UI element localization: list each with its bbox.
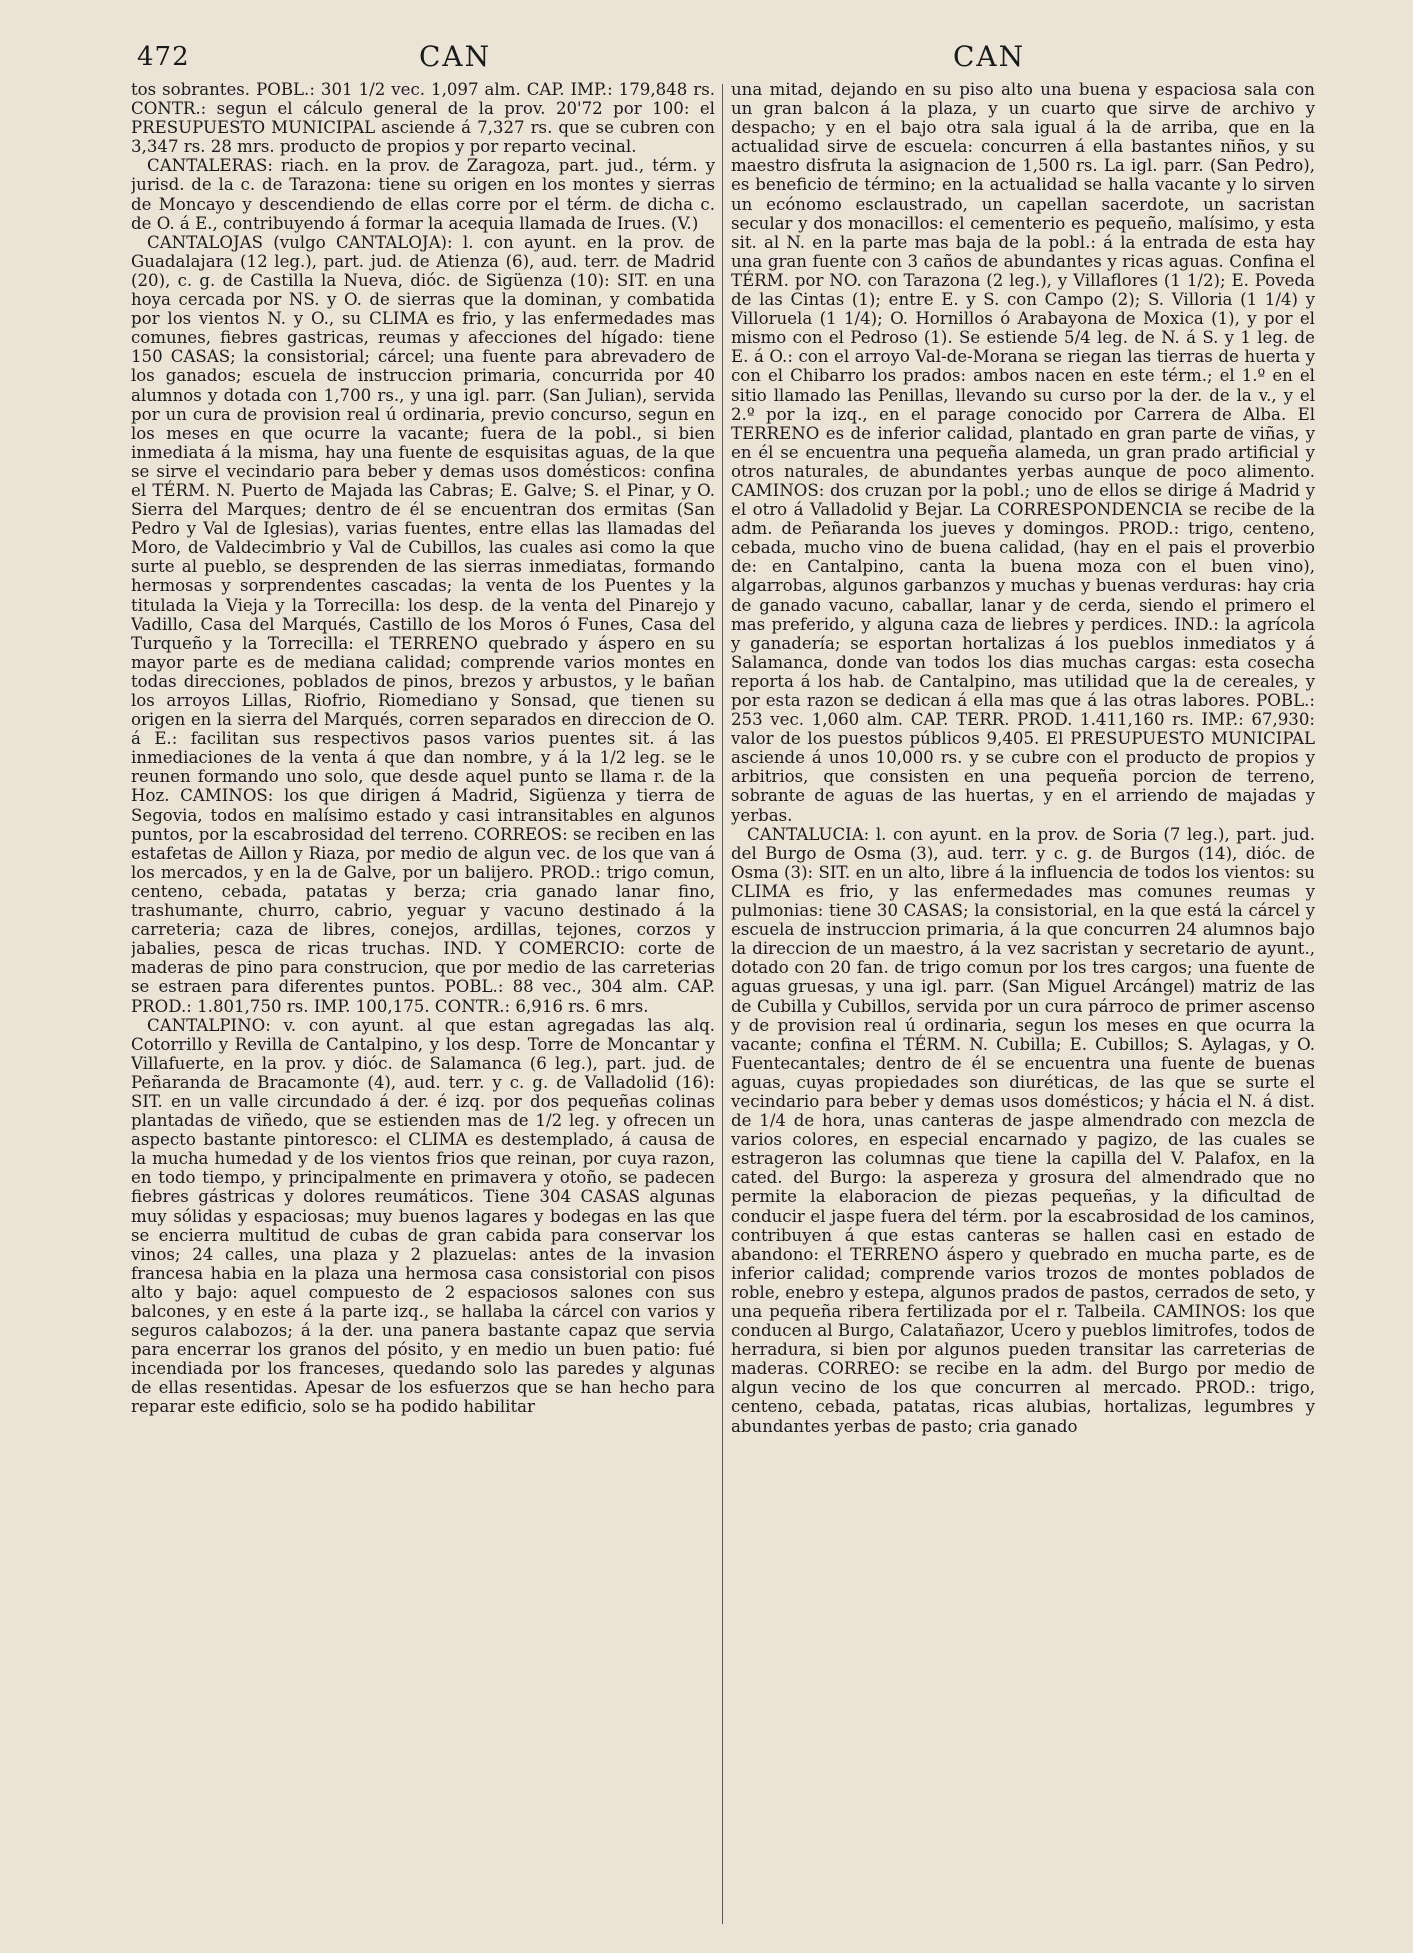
page-header — [0, 38, 1413, 78]
paragraph: tos sobrantes. POBL.: 301 1/2 vec. 1,097 alm. CAP. IMP.: 179,848 rs. CONTR.: segun el cálculo general de la prov. 20'72 por 100: el PRESUPUESTO MUNICIPAL asciende á 7,327 rs. que se cubren con 3,347 rs. 28 mrs. producto de propios y por reparto vecinal. — [131, 80, 715, 157]
running-head-right: CAN — [953, 40, 1026, 73]
running-head-left: CAN — [419, 40, 492, 73]
paragraph: CANTALUCIA: l. con ayunt. en la prov. de Soria (7 leg.), part. jud. del Burgo de Osma (3), aud. terr. y c. g. de Burgos (14), dióc. de Osma (3): SIT. en un alto, libre á la influencia de todos los vientos: su CLIMA es frio, y las enfermedades mas comunes reumas y pulmonias: tiene 30 CASAS; la consistorial, en la que está la cárcel y escuela de instruccion primaria, á la que concurren 24 alumnos bajo la direccion de un maestro, á la vez sacristan y secretario de ayunt., dotado con 20 fan. de trigo comun por los tres cargos; una fuente de aguas gruesas, y una igl. parr. (San Miguel Arcángel) matriz de las de Cubilla y Cubillos, servida por un cura párroco de primer ascenso y de provision real ú ordinaria, segun los meses en que ocurra la vacante; confina el TÉRM. N. Cubilla; E. Cubillos; S. Aylagas, y O. Fuentecantales; dentro de él se encuentra una fuente de buenas aguas, cuyas propiedades son diuréticas, de las que se surte el vecindario para beber y demas usos domésticos; y hácia el N. á dist. de 1/4 de hora, unas canteras de jaspe almendrado con mezcla de varios colores, en especial encarnado y pagizo, de las cuales se estrageron las columnas que tiene la capilla del V. Palafox, en la cated. del Burgo: la aspereza y grosura del almendrado que no permite la elaboracion de piezas pequeñas, y la dificultad de conducir el jaspe fuera del térm. por la escabrosidad de los caminos, contribuyen á que estas canteras se hallen casi en estado de abandono: el TERRENO áspero y quebrado en mucha parte, es de inferior calidad; comprende varios trozos de montes poblados de roble, enebro y estepa, algunos prados de pastos, cerrados de seto, y una pequeña ribera fertilizada por el r. Talbeila. CAMINOS: los que conducen al Burgo, Calatañazor, Ucero y pueblos limitrofes, todos de herradura, si bien por algunos pueden transitar las carreterias de maderas. CORREO: se recibe en la adm. del Burgo por medio de algun vecino de los que concurren al mercado. PROD.: trigo, centeno, cebada, patatas, ricas alubias, hortalizas, legumbres y abundantes yerbas de pasto; cria ganado — [731, 824, 1315, 1436]
paragraph: CANTALERAS: riach. en la prov. de Zaragoza, part. jud., térm. y jurisd. de la c. de Tarazona: tiene su origen en los montes y sierras de Moncayo y descendiendo de ellas corre por el térm. de dicha c. de O. á E., contribuyendo á formar la acequia llamada de Irues. (V.) — [131, 156, 715, 233]
page-number: 472 — [137, 42, 190, 72]
paragraph: una mitad, dejando en su piso alto una buena y espaciosa sala con un gran balcon á la plaza, y un cuarto que sirve de archivo y despacho; y en el bajo otra sala igual á la de arriba, que en la actualidad sirve de escuela: concurren á ella bastantes niños, y su maestro disfruta la asignacion de 1,500 rs. La igl. parr. (San Pedro), es beneficio de término; en la actualidad se halla vacante y lo sirven un ecónomo esclaustrado, un capellan sacerdote, un sacristan secular y dos monacillos: el cementerio es pequeño, malísimo, y esta sit. al N. en la parte mas baja de la pobl.: á la entrada de esta hay una gran fuente con 3 caños de abundantes y ricas aguas. Confina el TÉRM. por NO. con Tarazona (2 leg.), y Villaflores (1 1/2); E. Poveda de las Cintas (1); entre E. y S. con Campo (2); S. Villoria (1 1/4) y Villoruela (1 1/4); O. Hornillos ó Arabayona de Moxica (1), y por el mismo con el Pedroso (1). Se estiende 5/4 leg. de N. á S. y 1 leg. de E. á O.: con el arroyo Val-de-Morana se riegan las tierras de huerta y con el Chibarro los prados: ambos nacen en este térm.; el 1.º en el sitio llamado las Penillas, llevando su curso por la der. de la v., y el 2.º por la izq., en el parage conocido por Carrera de Alba. El TERRENO es de inferior calidad, plantado en gran parte de viñas, y en él se encuentra una pequeña alameda, un gran prado artificial y otros naturales, de abundantes yerbas aunque de poco alimento. CAMINOS: dos cruzan por la pobl.; uno de ellos se dirige á Madrid y el otro á Valladolid y Bejar. La CORRESPONDENCIA se recibe de la adm. de Peñaranda los jueves y domingos. PROD.: trigo, centeno, cebada, mucho vino de buena calidad, (hay en el pais el proverbio de: en Cantalpino, canta la buena moza con el buen vino), algarrobas, algunos garbanzos y muchas y buenas verduras: hay cria de ganado vacuno, caballar, lanar y de cerda, siendo el primero el mas preferido, y alguna caza de liebres y perdices. IND.: la agrícola y ganadería; se esportan hortalizas á los pueblos inmediatos y á Salamanca, donde van todos los dias muchas cargas: esta cosecha reporta á los hab. de Cantalpino, mas utilidad que la de cereales, y por esta razon se dedican á ella mas que á las otras labores. POBL.: 253 vec. 1,060 alm. CAP. TERR. PROD. 1.411,160 rs. IMP.: 67,930: valor de los puestos públicos 9,405. El PRESUPUESTO MUNICIPAL asciende á unos 10,000 rs. y se cubre con el producto de propios y arbitrios, que consisten en una pequeña porcion de terreno, sobrante de aguas de las huertas, y en el arriendo de majadas y yerbas. — [731, 80, 1315, 825]
right-column — [731, 80, 1315, 1940]
column-divider — [722, 84, 723, 1924]
paragraph: CANTALPINO: v. con ayunt. al que estan agregadas las alq. Cotorrillo y Revilla de Cantalpino, y los desp. Torre de Moncantar y Villafuerte, en la prov. y dióc. de Salamanca (6 leg.), part. jud. de Peñaranda de Bracamonte (4), aud. terr. y c. g. de Valladolid (16): SIT. en un valle circundado á der. é izq. por dos pequeñas colinas plantadas de viñedo, que se estienden mas de 1/2 leg. y ofrecen un aspecto bastante pintoresco: el CLIMA es destemplado, á causa de la mucha humedad y de los vientos frios que reinan, por cuya razon, en todo tiempo, y principalmente en primavera y otoño, se padecen fiebres gástricas y dolores reumáticos. Tiene 304 CASAS algunas muy sólidas y espaciosas; muy buenos lagares y bodegas en las que se encierra multitud de cubas de gran cabida para conservar los vinos; 24 calles, una plaza y 2 plazuelas: antes de la invasion francesa habia en la plaza una hermosa casa consistorial con pisos alto y bajo: aquel compuesto de 2 espaciosos salones con sus balcones, y en este á la parte izq., se hallaba la cárcel con varios y seguros calabozos; á la der. una panera bastante capaz que servia para encerrar los granos del pósito, y en medio un buen patio: fué incendiada por los franceses, quedando solo las paredes y algunas de ellas resentidas. Apesar de los esfuerzos que se han hecho para reparar este edificio, solo se ha podido habilitar — [131, 1015, 715, 1417]
paragraph: CANTALOJAS (vulgo CANTALOJA): l. con ayunt. en la prov. de Guadalajara (12 leg.), part. jud. de Atienza (6), aud. terr. de Madrid (20), c. g. de Castilla la Nueva, dióc. de Sigüenza (10): SIT. en una hoya cercada por NS. y O. de sierras que la dominan, y combatida por los vientos N. y O., su CLIMA es frio, y las enfermedades mas comunes, fiebres gastricas, reumas y afecciones del hígado: tiene 150 CASAS; la consistorial; cárcel; una fuente para abrevadero de los ganados; escuela de instruccion primaria, concurrida por 40 alumnos y dotada con 1,700 rs., y una igl. parr. (San Julian), servida por un cura de provision real ú ordinaria, previo concurso, segun en los meses en que ocurre la vacante; fuera de la pobl., si bien inmediata á la misma, hay una fuente de esquisitas aguas, de la que se sirve el vecindario para beber y demas usos domésticos: confina el TÉRM. N. Puerto de Majada las Cabras; E. Galve; S. el Pinar, y O. Sierra del Marques; dentro de él se encuentran dos ermitas (San Pedro y Val de Iglesias), varias fuentes, entre ellas las llamadas del Moro, de Valdecimbrio y Val de Cubillos, las cuales asi como la que surte al pueblo, se desprenden de las sierras inmediatas, formando hermosas y sorprendentes cascadas; la venta de los Puentes y la titulada la Vieja y la Torrecilla: los desp. de la venta del Pinarejo y Vadillo, Casa del Marqués, Castillo de los Moros ó Funes, Casa del Turqueño y la Torrecilla: el TERRENO quebrado y áspero en su mayor parte es de mediana calidad; comprende varios montes en todas direcciones, poblados de pinos, brezos y arbustos, y le bañan los arroyos Lillas, Riofrio, Riomediano y Sonsad, que tienen su origen en la sierra del Marqués, corren separados en direccion de O. á E.: facilitan sus respectivos pasos varios puentes sit. á las inmediaciones de la venta á que dan nombre, y á la 1/2 leg. se le reunen formando uno solo, que desde aquel punto se llama r. de la Hoz. CAMINOS: los que dirigen á Madrid, Sigüenza y tierra de Segovia, todos en malísimo estado y casi intransitables en algunos puntos, por la escabrosidad del terreno. CORREOS: se reciben en las estafetas de Aillon y Riaza, por medio de algun vec. de los que van á los mercados, y en la de Galve, por un balijero. PROD.: trigo comun, centeno, cebada, patatas y berza; cria ganado lanar fino, trashumante, churro, cabrio, yeguar y vacuno destinado á la carreteria; caza de libres, conejos, ardillas, tejones, corzos y jabalies, pesca de ricas truchas. IND. Y COMERCIO: corte de maderas de pino para construcion, que por medio de las carreterias se estraen para diferentes puntos. POBL.: 88 vec., 304 alm. CAP. PROD.: 1.801,750 rs. IMP. 100,175. CONTR.: 6,916 rs. 6 mrs. — [131, 232, 715, 1016]
left-column — [131, 80, 715, 1940]
